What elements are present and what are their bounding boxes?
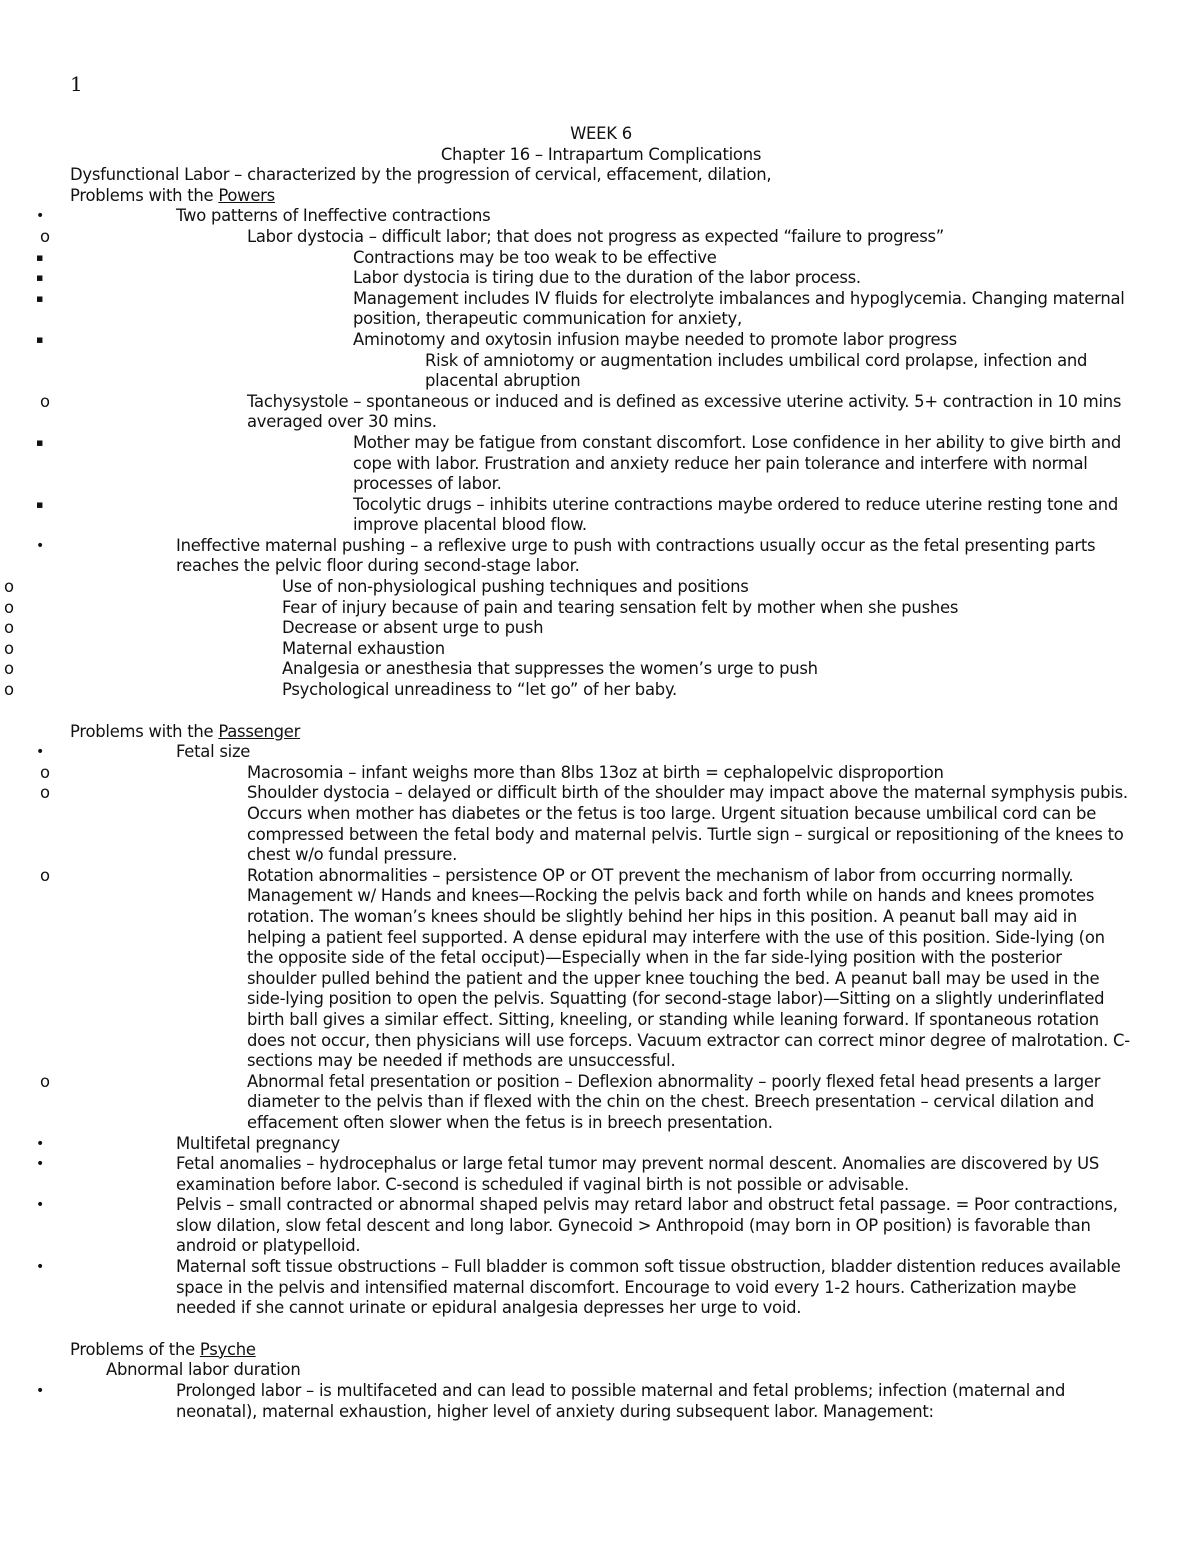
- section-heading-powers: Problems with the Powers: [70, 185, 275, 205]
- list-item: o Rotation abnormalities – persistence OP or OT prevent the mechanism of labor from occurring normally. Management w/ Hands and knees—Rocking the pelvis back and forth while on hands and knees promotes rotation. The woman’s knees should be slightly behind her hips in this position. A peanut ball may aid in helping a patient feel supported. A dense epidural may interfere with the use of this position. Side-lying (on the opposite side of the fetal occiput)—Especially when in the far side-lying position with the posterior shoulder pulled behind the patient and the upper knee touching the bed. A peanut ball may be used in the side-lying position to open the pelvis. Squatting (for second-stage labor)—Sitting on a slightly underinflated birth ball gives a similar effect. Sitting, kneeling, or standing while leaning forward. If spontaneous rotation does not occur, then physicians will use forceps. Vacuum extractor can correct minor degree of malrotation. C-sections may be needed if methods are unsuccessful.: [40, 865, 1130, 1071]
- bullet-icon: o: [40, 226, 50, 246]
- bullet-icon: o: [40, 762, 50, 782]
- bullet-icon: o: [4, 680, 14, 700]
- list-item: o Labor dystocia – difficult labor; that does not progress as expected “failure to progress”: [40, 226, 945, 246]
- bullet-icon: •: [36, 1135, 45, 1152]
- list-item: ▪ Labor dystocia is tiring due to the duration of the labor process.: [36, 268, 861, 288]
- list-item: o Macrosomia – infant weighs more than 8lbs 13oz at birth = cephalopelvic disproportion: [40, 762, 944, 782]
- list-item: • Two patterns of Ineffective contractions: [36, 206, 491, 226]
- bullet-icon: ▪: [36, 497, 44, 511]
- list-item: ▪ Aminotomy and oxytosin infusion maybe needed to promote labor progress: [36, 329, 957, 349]
- bullet-icon: •: [36, 744, 45, 761]
- bullet-icon: •: [36, 1259, 45, 1276]
- spacer: [70, 701, 1132, 722]
- bullet-icon: ▪: [36, 250, 44, 264]
- list-item: o Maternal exhaustion: [4, 638, 445, 658]
- bullet-icon: o: [40, 391, 50, 411]
- list-item: o Tachysystole – spontaneous or induced and is defined as excessive uterine activity. 5+ contraction in 10 mins averaged over 30 mins.: [40, 391, 1122, 432]
- bullet-icon: ▪: [36, 271, 44, 285]
- document-body: [4, 124, 1132, 1422]
- bullet-icon: o: [40, 1071, 50, 1091]
- intro-line: Dysfunctional Labor – characterized by the progression of cervical, effacement, dilation,: [70, 165, 772, 185]
- heading-keyword: Powers: [218, 185, 275, 205]
- week-title: WEEK 6: [570, 124, 632, 143]
- list-item: o Fear of injury because of pain and tearing sensation felt by mother when she pushes: [4, 597, 959, 617]
- list-item: ▪ Tocolytic drugs – inhibits uterine contractions maybe ordered to reduce uterine resting tone and improve placental blood flow.: [36, 494, 1119, 535]
- list-item: o Shoulder dystocia – delayed or difficult birth of the shoulder may impact above the maternal symphysis pubis. Occurs when mother has diabetes or the fetus is too large. Urgent situation because umbilical cord can be compressed between the fetal body and maternal pelvis. Turtle sign – surgical or repositioning of the knees to chest w/o fundal pressure.: [40, 783, 1128, 865]
- bullet-icon: ▪: [36, 435, 44, 449]
- bullet-icon: •: [36, 1156, 45, 1173]
- bullet-icon: o: [4, 577, 14, 597]
- bullet-icon: •: [36, 208, 45, 225]
- list-item: • Fetal size: [36, 742, 251, 762]
- list-item: • Prolonged labor – is multifaceted and can lead to possible maternal and fetal problems; infection (maternal and neonatal), maternal exhaustion, higher level of anxiety during subsequent labor. Management:: [36, 1381, 1066, 1421]
- spacer: [70, 1319, 1132, 1340]
- bullet-icon: o: [4, 618, 14, 638]
- list-item: o Abnormal fetal presentation or position – Deflexion abnormality – poorly flexed fetal head presents a larger diameter to the pelvis than if flexed with the chin on the chest. Breech presentation – cervical dilation and effacement often slower when the fetus is in breech presentation.: [40, 1071, 1101, 1132]
- bullet-icon: ▪: [36, 291, 44, 305]
- list-item: • Pelvis – small contracted or abnormal shaped pelvis may retard labor and obstruct fetal passage. = Poor contractions, slow dilation, slow fetal descent and long labor. Gynecoid > Anthropoid (may born in OP position) is favorable than android or platypelloid.: [36, 1195, 1118, 1256]
- heading-keyword: Passenger: [218, 721, 301, 741]
- bullet-icon: •: [36, 1383, 45, 1400]
- list-item: o Use of non-physiological pushing techniques and positions: [4, 577, 749, 597]
- list-item: ▪ Management includes IV fluids for electrolyte imbalances and hypoglycemia. Changing maternal position, therapeutic communication for anxiety,: [36, 288, 1125, 329]
- section-heading-passenger: Problems with the Passenger: [70, 721, 301, 741]
- heading-keyword: Psyche: [199, 1339, 256, 1359]
- list-item: • Multifetal pregnancy: [36, 1133, 340, 1153]
- bullet-icon: ▪: [36, 332, 44, 346]
- bullet-icon: •: [36, 537, 45, 554]
- page-number: 1: [70, 72, 83, 96]
- list-item: ▪ Mother may be fatigue from constant discomfort. Lose confidence in her ability to give birth and cope with labor. Frustration and anxiety reduce her pain tolerance and interfere with normal processes of labor.: [36, 432, 1122, 494]
- list-item: o Psychological unreadiness to “let go” of her baby.: [4, 680, 677, 700]
- bullet-icon: •: [36, 1197, 45, 1214]
- bullet-icon: o: [4, 638, 14, 658]
- list-item: ▪ Contractions may be too weak to be effective: [36, 247, 717, 267]
- list-item: o Analgesia or anesthesia that suppresses the women’s urge to push: [4, 659, 818, 679]
- subheading: Abnormal labor duration: [106, 1360, 301, 1380]
- bullet-icon: o: [4, 597, 14, 617]
- bullet-icon: o: [4, 659, 14, 679]
- chapter-title: Chapter 16 – Intrapartum Complications: [440, 144, 762, 164]
- list-item: • Fetal anomalies – hydrocephalus or large fetal tumor may prevent normal descent. Anomalies are discovered by US examination before labor. C-second is scheduled if vaginal birth is not possible or advisable.: [36, 1154, 1100, 1194]
- bullet-icon: o: [40, 865, 50, 885]
- risk-note: Risk of amniotomy or augmentation includes umbilical cord prolapse, infection and placental abruption: [425, 350, 1088, 391]
- list-item: • Ineffective maternal pushing – a reflexive urge to push with contractions usually occur as the fetal presenting parts reaches the pelvic floor during second-stage labor.: [36, 535, 1096, 576]
- list-item: • Maternal soft tissue obstructions – Full bladder is common soft tissue obstruction, bladder distention reduces available space in the pelvis and intensified maternal discomfort. Encourage to void every 1-2 hours. Catherization maybe needed if she cannot urinate or epidural analgesia depresses her urge to void.: [36, 1257, 1121, 1318]
- bullet-icon: o: [40, 783, 50, 803]
- list-item: o Decrease or absent urge to push: [4, 618, 544, 638]
- section-heading-psyche: Problems of the Psyche: [70, 1339, 256, 1359]
